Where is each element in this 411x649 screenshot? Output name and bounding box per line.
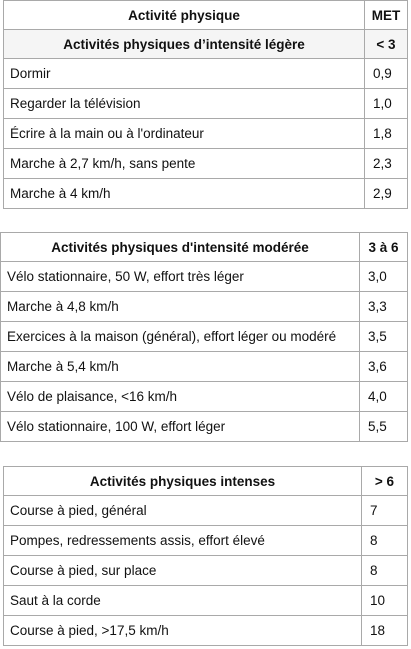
activity-cell: Pompes, redressements assis, effort élevé [4,526,362,556]
met-cell: 3,5 [360,322,408,352]
met-cell: 10 [362,586,408,616]
met-cell: 3,6 [360,352,408,382]
section-title: Activités physiques d’intensité légère [4,30,365,59]
table-header-row [4,1,408,30]
met-cell: 18 [362,616,408,646]
met-column-header: MET [365,1,408,30]
table-row [4,616,408,646]
met-cell: 1,8 [365,119,408,149]
activity-cell: Regarder la télévision [4,89,365,119]
table-row [1,382,408,412]
met-cell: 3,3 [360,292,408,322]
section-range: < 3 [365,30,408,59]
table-row [1,412,408,442]
section-title: Activités physiques intenses [4,467,362,496]
activity-cell: Dormir [4,59,365,89]
met-cell: 2,9 [365,179,408,209]
met-cell: 8 [362,526,408,556]
intense-activity-table [3,466,408,646]
met-cell: 7 [362,496,408,526]
activity-cell: Écrire à la main ou à l'ordinateur [4,119,365,149]
light-activity-table [3,0,408,209]
table-row [4,179,408,209]
activity-cell: Vélo stationnaire, 100 W, effort léger [1,412,360,442]
met-cell: 3,0 [360,262,408,292]
table-row [1,262,408,292]
activity-cell: Course à pied, >17,5 km/h [4,616,362,646]
met-cell: 1,0 [365,89,408,119]
activity-cell: Course à pied, général [4,496,362,526]
table-row [4,119,408,149]
met-cell: 4,0 [360,382,408,412]
table-row [1,292,408,322]
activity-cell: Course à pied, sur place [4,556,362,586]
section-header-row [4,30,408,59]
met-cell: 8 [362,556,408,586]
section-range: 3 à 6 [360,233,408,262]
activity-cell: Marche à 5,4 km/h [1,352,360,382]
table-row [4,59,408,89]
section-range: > 6 [362,467,408,496]
table-row [4,89,408,119]
table-row [4,496,408,526]
section-title: Activités physiques d'intensité modérée [1,233,360,262]
section-header-row [4,467,408,496]
table-row [4,149,408,179]
met-cell: 5,5 [360,412,408,442]
table-row [1,322,408,352]
activity-cell: Vélo stationnaire, 50 W, effort très léger [1,262,360,292]
activity-cell: Marche à 4,8 km/h [1,292,360,322]
section-header-row [1,233,408,262]
moderate-activity-table [0,232,408,442]
table-row [4,586,408,616]
activity-column-header: Activité physique [4,1,365,30]
activity-cell: Vélo de plaisance, <16 km/h [1,382,360,412]
table-row [4,526,408,556]
activity-cell: Exercices à la maison (général), effort léger ou modéré [1,322,360,352]
table-row [1,352,408,382]
table-row [4,556,408,586]
met-cell: 0,9 [365,59,408,89]
met-cell: 2,3 [365,149,408,179]
activity-cell: Marche à 4 km/h [4,179,365,209]
activity-cell: Saut à la corde [4,586,362,616]
activity-cell: Marche à 2,7 km/h, sans pente [4,149,365,179]
